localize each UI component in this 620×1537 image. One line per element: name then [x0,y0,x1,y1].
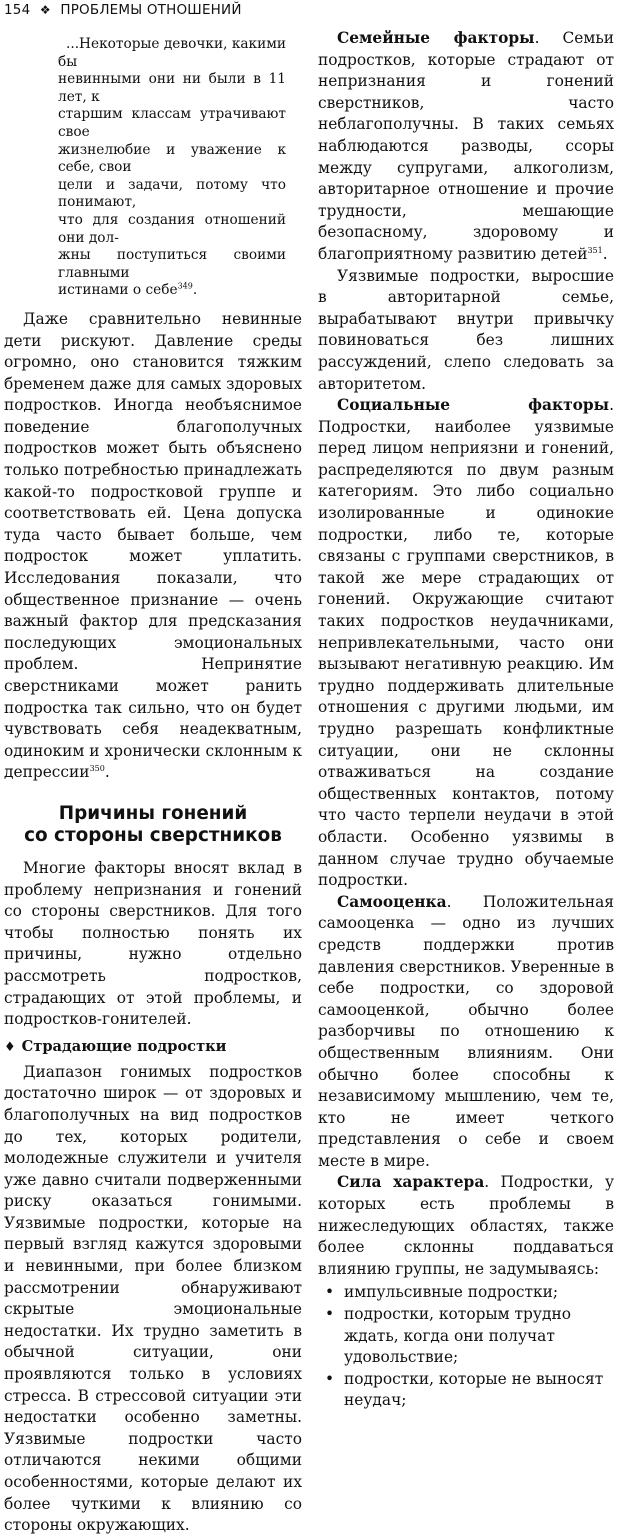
bullet-icon: • [325,1369,335,1388]
quote-line: невинными они ни были в 11 лет, к [58,71,286,105]
quote-line: жны поступиться своими главными [58,247,286,281]
diamond-bullet-icon: ♦ [4,1039,16,1055]
list-item: • подростки, которым трудно ждать, когда они получат удовольствие; [325,1305,571,1367]
quote-line: что для создания отношений они дол- [58,211,286,246]
header-ornament-icon: ❖ [39,3,51,17]
body-paragraph: Диапазон гонимых подростков достаточно широк — от здоровых и благополучных на вид подростков до тех, которых родители, молодежные служители и учителя уже давно считали подверженными риску оказаться гонимыми. Уязвимые подростки, которые на первый взгляд кажутся здоровыми и невинными, при более близком рассмотрении обнаруживают скрытые эмоциональные недостатки. Их трудно заметить в обычной ситуации, они проявляются только в условиях стресса. В стрессовой ситуации эти недостатки особенно заметны. Уязвимые подростки часто отличаются некими общими особенностями, которые делают их более чуткими к влиянию со стороны окружающих. [4,1062,302,1535]
body-paragraph: Уязвимые подростки, выросшие в авторитарной семье, вырабатывают внутри привычку повиноваться без лишних рассуждений, слепо следовать за авторитетом. [318,266,614,393]
quote-line: старшим классам утрачивают свое [58,106,286,140]
run-in-heading: Самооценка [337,892,447,911]
bullet-icon: • [325,1283,335,1302]
body-paragraph: Многие факторы вносят вклад в проблему непризнания и гонений со стороны сверстников. Для того чтобы полностью понять их причины, нужно отдельно рассмотреть подростков, страдающих от этой проблемы, и подростков-гонителей. [4,858,302,1029]
sub-heading: ♦ Страдающие подростки [4,1037,227,1055]
run-in-heading: Сила характера [337,1173,485,1192]
quote-line: цели и задачи, потому что понимают, [58,176,286,211]
run-in-heading: Семейные факторы [337,29,535,47]
run-in-heading: Социальные факторы [337,396,610,415]
quote-line: истинами о себе$^{349}$. [58,281,198,299]
running-title: ПРОБЛЕМЫ ОТНОШЕНИЙ [60,2,242,18]
body-paragraph: Сила характера. Подростки, у которых есть проблемы в нижеследующих областях, также более склонны поддаваться влиянию группы, не задумываясь: [318,1173,614,1278]
list-item: • импульсивные подростки; [318,1282,614,1304]
footnote-ref: 349 [177,281,193,291]
page-header [4,2,604,22]
body-paragraph: Самооценка. Положительная самооценка — одно из лучших средств поддержки против давления сверстников. Уверенные в себе подростки, со здоровой самооценкой, обычно более разборчивы по отношению к общественным влияниям. Они обычно более способны к независимому мышлению, чем те, кто не имеет четкого представления о себе и своем месте в мире. [318,892,614,1170]
quote-line: ...Некоторые девочки, какими бы [58,36,286,70]
bullet-list [318,1282,614,1412]
section-heading: Причины гонений со стороны сверстников [24,802,282,846]
footnote-ref: 350 [89,764,105,774]
quote-line: жизнелюбие и уважение к себе, свои [58,141,286,176]
body-paragraph: Социальные факторы. Подростки, наиболее уязвимые перед лицом неприязни и гонений, распределяются по двум разным категориям. Это либо социально изолированные и одинокие подростки, либо те, которые связаны с группами сверстников, в такой же мере страдающих от гонений. Окружающие считают таких подростков неудачниками, непривлекательными, часто они вызывают негативную реакцию. Им трудно поддерживать длительные отношения с другими людьми, им трудно разрешать конфликтные ситуации, они не склонны отваживаться на создание общественных контактов, потому что часто терпели неудачи в этой области. Особенно уязвимы в данном случае трудно обучаемые подростки. [318,396,614,890]
body-paragraph: Семейные факторы. Семьи подростков, которые страдают от непризнания и гонений сверстников, часто неблагополучны. В таких семьях наблюдаются разводы, ссоры между супругами, алкоголизм, авторитарное отношение и прочие трудности, мешающие безопасному, здоровому и благоприятному развитию детей$^{351}$. [318,29,615,263]
epigraph-quote [58,36,286,300]
bullet-icon: • [325,1305,335,1324]
list-item: • подростки, которые не выносят неудач; [325,1369,604,1410]
right-column [318,28,614,1412]
footnote-ref: 351 [587,245,603,255]
body-paragraph: Даже сравнительно невинные дети рискуют. Давление среды огромно, оно становится тяжким бременем даже для самых здоровых подростков. Иногда необъяснимое поведение благополучных подростков может быть объяснено только потребностью принадлежать какой-то подростковой группе и соответствовать ей. Цена допуска туда часто бывает больше, чем подросток может уплатить. Исследования показали, что общественное признание — очень важный фактор для предсказания последующих эмоциональных проблем. Непринятие сверстниками может ранить подростка так сильно, что он будет чувствовать себя неадекватным, одиноким и хронически склонным к депрессии$^{350}$. [4,309,302,782]
left-column [4,28,302,1537]
page-number: 154 [4,2,31,18]
